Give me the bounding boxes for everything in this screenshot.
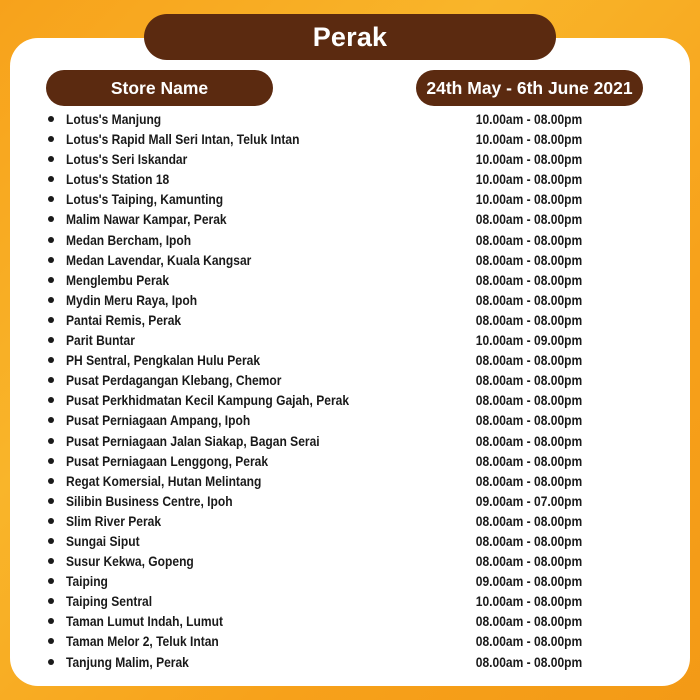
store-name: Lotus's Rapid Mall Seri Intan, Teluk Intan bbox=[66, 131, 300, 148]
operating-hours: 08.00am - 08.00pm bbox=[475, 271, 583, 288]
bullet-icon bbox=[48, 237, 54, 243]
store-name: Taiping Sentral bbox=[66, 593, 153, 610]
bullet-icon bbox=[48, 156, 54, 162]
store-name: Lotus's Taiping, Kamunting bbox=[66, 191, 224, 208]
operating-hours: 10.00am - 08.00pm bbox=[475, 151, 583, 168]
list-item bbox=[0, 370, 700, 390]
operating-hours: 08.00am - 08.00pm bbox=[475, 392, 583, 409]
list-item bbox=[0, 270, 700, 290]
operating-hours: 10.00am - 08.00pm bbox=[475, 191, 583, 208]
operating-hours: 08.00am - 08.00pm bbox=[475, 211, 583, 228]
operating-hours: 10.00am - 08.00pm bbox=[475, 131, 583, 148]
list-item bbox=[0, 631, 700, 651]
bullet-icon bbox=[48, 417, 54, 423]
store-name: Malim Nawar Kampar, Perak bbox=[66, 211, 227, 228]
list-item bbox=[0, 551, 700, 571]
store-name: Menglembu Perak bbox=[66, 271, 170, 288]
store-name: Pusat Perniagaan Ampang, Ipoh bbox=[66, 412, 251, 429]
operating-hours: 08.00am - 08.00pm bbox=[475, 311, 583, 328]
date-range-header: 24th May - 6th June 2021 bbox=[416, 70, 643, 106]
bullet-icon bbox=[48, 498, 54, 504]
bullet-icon bbox=[48, 438, 54, 444]
list-item bbox=[0, 471, 700, 491]
list-item bbox=[0, 129, 700, 149]
store-name: Pusat Perniagaan Jalan Siakap, Bagan Serai bbox=[66, 432, 320, 449]
operating-hours: 08.00am - 08.00pm bbox=[475, 372, 583, 389]
store-name: Sungai Siput bbox=[66, 532, 140, 549]
operating-hours: 08.00am - 08.00pm bbox=[475, 231, 583, 248]
store-name: Pusat Perdagangan Klebang, Chemor bbox=[66, 372, 282, 389]
store-name: Taiping bbox=[66, 573, 108, 590]
bullet-icon bbox=[48, 659, 54, 665]
list-item bbox=[0, 531, 700, 551]
store-name: Taman Lumut Indah, Lumut bbox=[66, 613, 223, 630]
store-name: PH Sentral, Pengkalan Hulu Perak bbox=[66, 352, 261, 369]
store-name: Mydin Meru Raya, Ipoh bbox=[66, 291, 198, 308]
store-name: Susur Kekwa, Gopeng bbox=[66, 553, 194, 570]
bullet-icon bbox=[48, 277, 54, 283]
list-item bbox=[0, 169, 700, 189]
bullet-icon bbox=[48, 257, 54, 263]
bullet-icon bbox=[48, 598, 54, 604]
store-name: Pantai Remis, Perak bbox=[66, 311, 182, 328]
operating-hours: 09.00am - 07.00pm bbox=[475, 492, 583, 509]
bullet-icon bbox=[48, 337, 54, 343]
list-item bbox=[0, 451, 700, 471]
store-name: Slim River Perak bbox=[66, 512, 162, 529]
operating-hours: 10.00am - 08.00pm bbox=[475, 171, 583, 188]
operating-hours: 10.00am - 08.00pm bbox=[475, 111, 583, 127]
list-item bbox=[0, 410, 700, 430]
store-name: Lotus's Seri Iskandar bbox=[66, 151, 188, 168]
operating-hours: 08.00am - 08.00pm bbox=[475, 452, 583, 469]
bullet-icon bbox=[48, 377, 54, 383]
bullet-icon bbox=[48, 638, 54, 644]
bullet-icon bbox=[48, 196, 54, 202]
operating-hours: 08.00am - 08.00pm bbox=[475, 432, 583, 449]
bullet-icon bbox=[48, 216, 54, 222]
store-name: Medan Bercham, Ipoh bbox=[66, 231, 192, 248]
list-item bbox=[0, 330, 700, 350]
bullet-icon bbox=[48, 297, 54, 303]
bullet-icon bbox=[48, 518, 54, 524]
store-name: Parit Buntar bbox=[66, 332, 135, 349]
list-item bbox=[0, 611, 700, 631]
bullet-icon bbox=[48, 317, 54, 323]
region-title: Perak bbox=[144, 14, 556, 60]
list-item bbox=[0, 591, 700, 611]
list-item bbox=[0, 511, 700, 531]
store-name: Taman Melor 2, Teluk Intan bbox=[66, 633, 219, 650]
operating-hours: 10.00am - 08.00pm bbox=[475, 593, 583, 610]
bullet-icon bbox=[48, 397, 54, 403]
store-name: Silibin Business Centre, Ipoh bbox=[66, 492, 233, 509]
operating-hours: 08.00am - 08.00pm bbox=[475, 653, 583, 670]
store-name: Pusat Perniagaan Lenggong, Perak bbox=[66, 452, 269, 469]
operating-hours: 08.00am - 08.00pm bbox=[475, 472, 583, 489]
bullet-icon bbox=[48, 558, 54, 564]
list-item bbox=[0, 310, 700, 330]
list-item bbox=[0, 109, 700, 129]
operating-hours: 08.00am - 08.00pm bbox=[475, 532, 583, 549]
store-name: Lotus's Station 18 bbox=[66, 171, 170, 188]
store-name: Regat Komersial, Hutan Melintang bbox=[66, 472, 262, 489]
operating-hours: 08.00am - 08.00pm bbox=[475, 251, 583, 268]
operating-hours: 09.00am - 08.00pm bbox=[475, 573, 583, 590]
operating-hours: 08.00am - 08.00pm bbox=[475, 553, 583, 570]
store-name-header: Store Name bbox=[46, 70, 273, 106]
bullet-icon bbox=[48, 176, 54, 182]
bullet-icon bbox=[48, 618, 54, 624]
list-item bbox=[0, 350, 700, 370]
store-name: Medan Lavendar, Kuala Kangsar bbox=[66, 251, 252, 268]
list-item bbox=[0, 571, 700, 591]
store-list bbox=[0, 109, 700, 672]
list-item bbox=[0, 230, 700, 250]
list-item bbox=[0, 431, 700, 451]
store-name: Tanjung Malim, Perak bbox=[66, 653, 189, 670]
bullet-icon bbox=[48, 357, 54, 363]
list-item bbox=[0, 652, 700, 672]
operating-hours: 10.00am - 09.00pm bbox=[475, 332, 583, 349]
bullet-icon bbox=[48, 538, 54, 544]
list-item bbox=[0, 189, 700, 209]
list-item bbox=[0, 209, 700, 229]
bullet-icon bbox=[48, 478, 54, 484]
operating-hours: 08.00am - 08.00pm bbox=[475, 613, 583, 630]
list-item bbox=[0, 250, 700, 270]
bullet-icon bbox=[48, 116, 54, 122]
operating-hours: 08.00am - 08.00pm bbox=[475, 291, 583, 308]
list-item bbox=[0, 290, 700, 310]
list-item bbox=[0, 390, 700, 410]
list-item bbox=[0, 491, 700, 511]
bullet-icon bbox=[48, 578, 54, 584]
operating-hours: 08.00am - 08.00pm bbox=[475, 352, 583, 369]
operating-hours: 08.00am - 08.00pm bbox=[475, 412, 583, 429]
store-name: Pusat Perkhidmatan Kecil Kampung Gajah, Perak bbox=[66, 392, 350, 409]
operating-hours: 08.00am - 08.00pm bbox=[475, 633, 583, 650]
operating-hours: 08.00am - 08.00pm bbox=[475, 512, 583, 529]
store-name: Lotus's Manjung bbox=[66, 111, 162, 127]
bullet-icon bbox=[48, 136, 54, 142]
list-item bbox=[0, 149, 700, 169]
bullet-icon bbox=[48, 458, 54, 464]
